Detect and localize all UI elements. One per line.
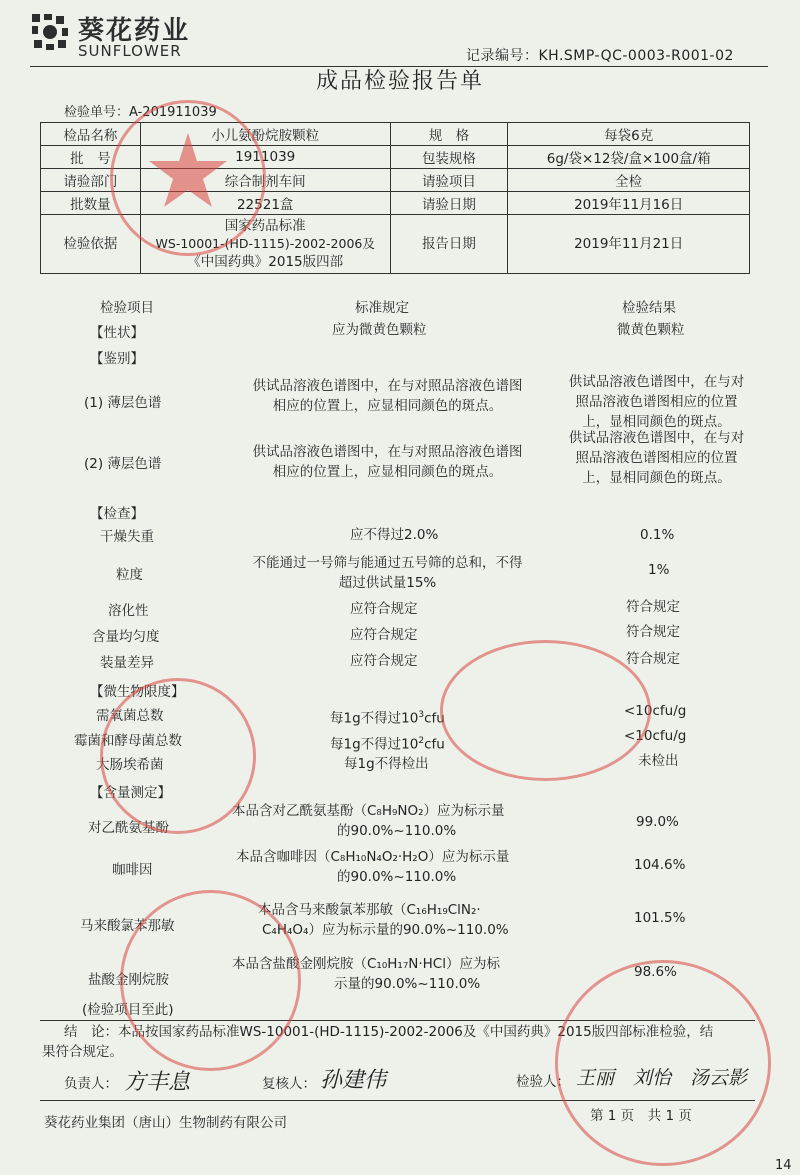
- req-date-label: 请验日期: [390, 192, 508, 215]
- ecoli-result: 未检出: [638, 753, 679, 769]
- product-label: 检品名称: [41, 123, 141, 146]
- responsible-signature: 方丰息: [124, 1070, 191, 1095]
- bottom-stamp-icon: [120, 890, 301, 1071]
- granularity-standard-line: 不能通过一号筛与能通过五号筛的总和，不得: [252, 555, 523, 571]
- req-date-value: 2019年11月16日: [508, 192, 750, 215]
- aerobic-standard-unit: cfu: [424, 710, 445, 727]
- basis-line: 《中国药典》2015版四部: [187, 254, 344, 270]
- item-label: 请验项目: [390, 169, 508, 192]
- granularity-result: 1%: [648, 562, 670, 578]
- section-end: (检验项目至此): [82, 1002, 174, 1018]
- basis-label: 检验依据: [41, 215, 141, 274]
- col-header-result: 检验结果: [622, 300, 676, 316]
- basis-line: WS-10001-(HD-1115)-2002-2006及: [155, 236, 375, 251]
- granularity-standard: [220, 553, 555, 593]
- uniformity-standard: 应符合规定: [350, 627, 418, 643]
- basis-line: 国家药品标准: [224, 218, 306, 234]
- reviewer-label: 复核人：: [262, 1076, 316, 1092]
- reviewer-signature: 孙建伟: [320, 1068, 387, 1093]
- paracetamol-item: 对乙酰氨基酚: [88, 820, 169, 836]
- tlc2-standard-line: 相应的位置上，应显相同颜色的斑点。: [272, 464, 503, 480]
- uniformity-item: 含量均匀度: [92, 629, 160, 645]
- dept-label: 请验部门: [41, 169, 141, 192]
- tlc1-standard-line: 供试品溶液色谱图中，在与对照品溶液色谱图: [252, 378, 523, 394]
- paracetamol-standard-line: 本品含对乙酰氨基酚（C₈H₉NO₂）应为标示量: [232, 803, 505, 819]
- tlc2-result: [553, 428, 760, 488]
- page-number: 第 1 页 共 1 页: [590, 1108, 692, 1124]
- inspector-signature: 王丽 刘怡 汤云影: [576, 1067, 748, 1089]
- spec-value: 每袋6克: [508, 123, 750, 146]
- sunflower-logo-icon: [30, 12, 70, 52]
- aerobic-result: <10cfu/g: [624, 703, 687, 719]
- chlorphen-result: 101.5%: [634, 910, 686, 926]
- quality-stamp-icon: [110, 100, 266, 256]
- appearance-standard: 应为微黄色颗粒: [332, 322, 427, 338]
- section-tests: 【检查】: [90, 506, 144, 522]
- loss-item: 干燥失重: [100, 529, 154, 545]
- section-assay: 【含量测定】: [90, 785, 171, 801]
- solubility-item: 溶化性: [108, 603, 149, 619]
- tlc2-result-line: 供试品溶液色谱图中，在与对: [568, 430, 745, 446]
- caffeine-standard-line: 本品含咖啡因（C₈H₁₀N₄O₂·H₂O）应为标示量: [236, 849, 510, 865]
- solubility-standard: 应符合规定: [350, 601, 418, 617]
- section-micro: 【微生物限度】: [90, 684, 185, 700]
- qty-value: 22521盒: [140, 192, 390, 215]
- amantadine-result: 98.6%: [634, 964, 677, 980]
- fill-result: 符合规定: [626, 651, 680, 667]
- company-stamp-icon: [100, 678, 256, 834]
- tlc2-result-line: 上，显相同颜色的斑点。: [582, 470, 731, 486]
- tlc2-item: (2) 薄层色谱: [84, 456, 162, 472]
- ecoli-standard: 每1g不得检出: [344, 756, 429, 772]
- report-date-label: 报告日期: [390, 215, 508, 274]
- pack-label: 包装规格: [390, 146, 508, 169]
- spec-label: 规 格: [390, 123, 508, 146]
- fill-standard: 应符合规定: [350, 653, 418, 669]
- section-appearance: 【性状】: [90, 325, 144, 341]
- corner-mark: 14: [775, 1158, 792, 1173]
- loss-result: 0.1%: [640, 527, 675, 543]
- paracetamol-standard: [232, 801, 505, 841]
- report-stamp-icon: [555, 960, 771, 1166]
- amantadine-standard-line: 示量的90.0%~110.0%: [334, 976, 481, 992]
- section-identification: 【鉴别】: [90, 351, 144, 367]
- tlc1-result-line: 上，显相同颜色的斑点。: [582, 414, 731, 430]
- tlc1-item: (1) 薄层色谱: [84, 395, 162, 411]
- conclusion-line: 果符合规定。: [42, 1044, 123, 1060]
- quality-control-stamp-icon: [440, 640, 651, 781]
- aerobic-standard: [330, 705, 445, 729]
- batch-value: 1911039: [140, 146, 390, 169]
- caffeine-item: 咖啡因: [112, 862, 153, 878]
- pack-value: 6g/袋×12袋/盒×100盒/箱: [508, 146, 750, 169]
- solubility-result: 符合规定: [626, 599, 680, 615]
- company-name: 葵花药业集团（唐山）生物制药有限公司: [44, 1115, 287, 1131]
- caffeine-standard-line: 的90.0%~110.0%: [337, 869, 457, 885]
- batch-label: 批 号: [41, 146, 141, 169]
- loss-standard: 应不得过2.0%: [350, 527, 439, 543]
- aerobic-standard-exp: 3: [418, 710, 425, 720]
- col-header-item: 检验项目: [100, 300, 154, 316]
- mold-standard-text: 每1g不得过10: [330, 736, 419, 753]
- tlc1-result: [553, 372, 760, 432]
- tlc2-standard-line: 供试品溶液色谱图中，在与对照品溶液色谱图: [252, 444, 523, 460]
- inspection-number: 检验单号：A-201911039: [64, 105, 217, 120]
- amantadine-standard-line: 本品含盐酸金刚烷胺（C₁₀H₁₇N·HCl）应为标: [232, 956, 500, 972]
- aerobic-item: 需氧菌总数: [96, 708, 164, 724]
- fill-item: 装量差异: [100, 655, 154, 671]
- chlorphen-standard: [258, 900, 509, 940]
- conclusion-line: 结 论：本品按国家药品标准WS-10001-(HD-1115)-2002-2006及《中国药典》2015版四部标准检验，结: [64, 1024, 714, 1040]
- tlc1-standard-line: 相应的位置上，应显相同颜色的斑点。: [272, 398, 503, 414]
- chlorphen-standard-line: C₄H₄O₄）应为标示量的90.0%~110.0%: [262, 922, 509, 938]
- page-title: 成品检验报告单: [315, 69, 484, 94]
- tlc2-result-line: 照品溶液色谱图相应的位置: [575, 450, 738, 466]
- mold-standard-exp: 2: [418, 736, 425, 746]
- tlc1-standard: [220, 376, 555, 416]
- caffeine-result: 104.6%: [634, 857, 686, 873]
- granularity-item: 粒度: [116, 567, 143, 583]
- tlc1-result-line: 供试品溶液色谱图中，在与对: [568, 374, 745, 390]
- chlorphen-item: 马来酸氯苯那敏: [80, 918, 175, 934]
- paracetamol-standard-line: 的90.0%~110.0%: [337, 823, 457, 839]
- item-value: 全检: [508, 169, 750, 192]
- granularity-standard-line: 超过供试量15%: [338, 575, 437, 591]
- uniformity-result: 符合规定: [626, 624, 680, 640]
- dept-value: 综合制剂车间: [140, 169, 390, 192]
- caffeine-standard: [236, 847, 509, 887]
- qty-label: 批数量: [41, 192, 141, 215]
- appearance-result: 微黄色颗粒: [617, 322, 685, 338]
- report-date-value: 2019年11月21日: [508, 215, 750, 274]
- mold-standard: [330, 731, 445, 755]
- chlorphen-standard-line: 本品含马来酸氯苯那敏（C₁₆H₁₉ClN₂·: [258, 902, 481, 918]
- mold-item: 霉菌和酵母菌总数: [74, 733, 182, 749]
- brand-name-cn: 葵花药业: [78, 16, 191, 46]
- record-number: 记录编号：KH.SMP-QC-0003-R001-02: [466, 48, 734, 64]
- tlc2-standard: [220, 442, 555, 482]
- mold-result: <10cfu/g: [624, 728, 687, 744]
- paracetamol-result: 99.0%: [636, 814, 679, 830]
- aerobic-standard-text: 每1g不得过10: [330, 710, 419, 727]
- ecoli-item: 大肠埃希菌: [96, 757, 164, 773]
- tlc1-result-line: 照品溶液色谱图相应的位置: [575, 394, 738, 410]
- brand-name-en: SUNFLOWER: [78, 42, 182, 60]
- amantadine-item: 盐酸金刚烷胺: [88, 972, 169, 988]
- product-value: 小儿氨酚烷胺颗粒: [140, 123, 390, 146]
- responsible-label: 负责人：: [64, 1076, 118, 1092]
- inspector-label: 检验人：: [516, 1074, 570, 1090]
- mold-standard-unit: cfu: [424, 736, 445, 753]
- col-header-standard: 标准规定: [355, 300, 409, 316]
